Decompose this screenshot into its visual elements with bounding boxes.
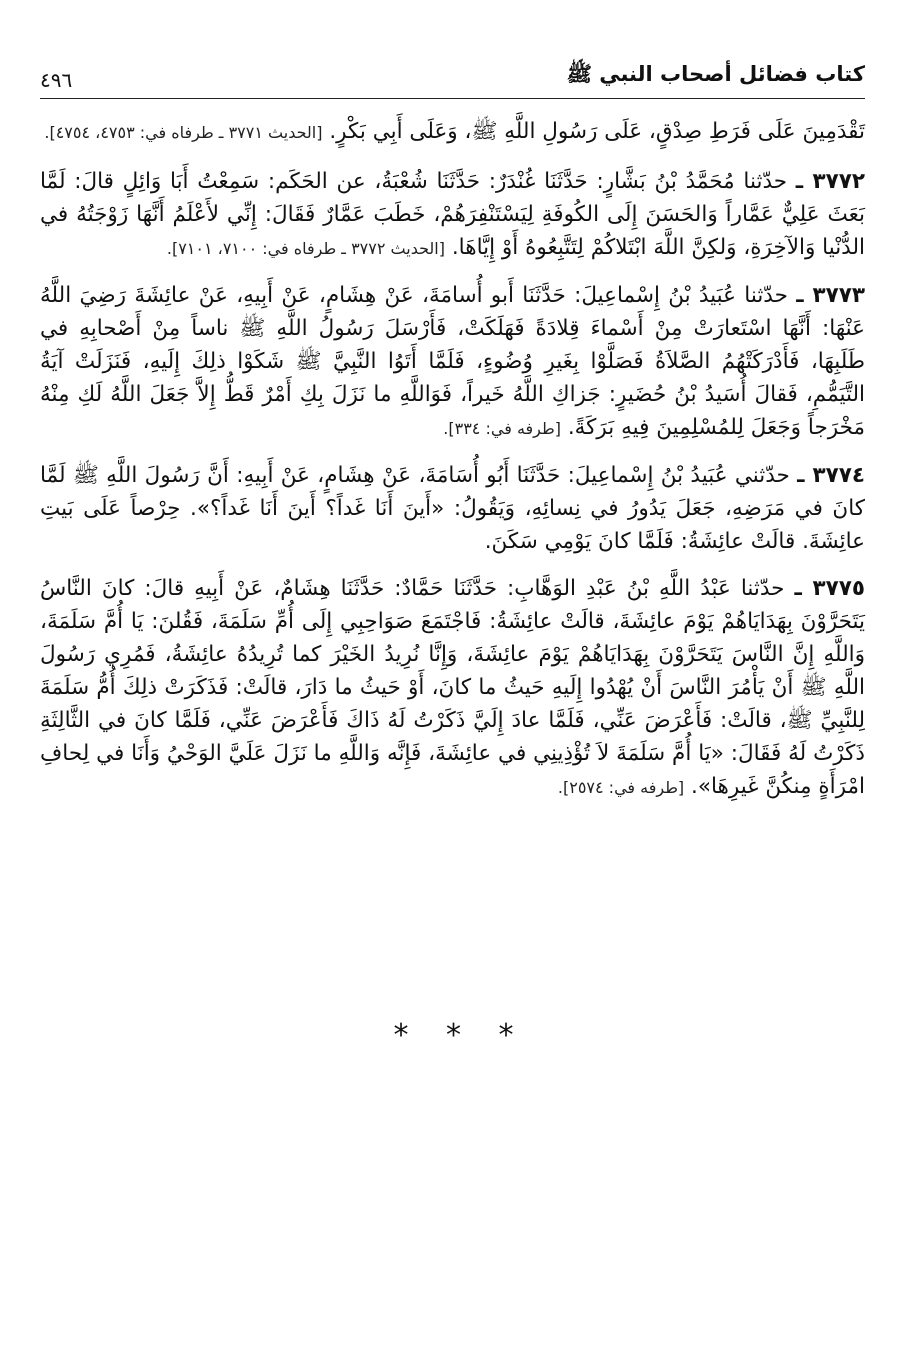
page-number: ٤٩٦ bbox=[40, 68, 73, 92]
paragraph-text: حدّثني عُبَيدُ بْنُ إِسْماعِيلَ: حَدَّثَنَا أَبُو أُسَامَةَ، عَنْ هِشَامٍ، عَنْ أَبِيهِ: أَنَّ رَسُولَ اللَّهِ ﷺ لَمَّا كانَ في مَرَضِهِ، جَعَلَ يَدُورُ في نِسائِهِ، وَيَقُولُ: «أَينَ أَنَا غَداً؟ أَينَ أَنَا غَداً؟». حِرْصاً عَلَى بَيتِ عائِشَةَ. قالَتْ عائِشَةُ: فَلَمَّا كانَ يَوْمِي سَكَنَ. bbox=[40, 463, 865, 554]
book-title: كتاب فضائل أصحاب النبي ﷺ bbox=[566, 62, 865, 86]
hadith-3773 bbox=[40, 279, 865, 445]
hadith-number: ٣٧٧٥ ـ bbox=[794, 576, 865, 601]
hadith-3775 bbox=[40, 572, 865, 804]
paragraph-continuation bbox=[40, 115, 865, 149]
hadith-reference: [الحديث ٣٧٧١ ـ طرفاه في: ٤٧٥٣، ٤٧٥٤]. bbox=[44, 123, 323, 142]
paragraph-text: حدّثنا مُحَمَّدُ بْنُ بَشَّارٍ: حَدَّثَنَا غُنْدَرٌ: حَدَّثَنَا شُعْبَةُ، عن الحَكَم: سَمِعْتُ أَبَا وَائِلٍ قالَ: لَمَّا بَعَثَ عَلِيٌّ عَمَّاراً وَالحَسَنَ إِلَى الكُوفَةِ لِيَسْتَنْفِرَهُمْ، خَطَبَ عَمَّارٌ فَقَالَ: إِنِّي لأَعْلَمُ أَنَّهَا زَوْجَتُهُ في الدُّنْيا وَالآخِرَةِ، وَلكِنَّ اللَّهَ ابْتَلاكُمْ لِتَتَّبِعُوهُ أَوْ إِيَّاهَا. bbox=[40, 169, 865, 260]
hadith-3774 bbox=[40, 459, 865, 558]
paragraph-text: حدّثنا عَبْدُ اللَّهِ بْنُ عَبْدِ الوَهَّابِ: حَدَّثَنَا حَمَّادٌ: حَدَّثَنَا هِشَامٌ، عَنْ أَبِيهِ قالَ: كانَ النَّاسُ يَتَحَرَّوْنَ بِهَدَايَاهُمْ يَوْمَ عائِشَةَ، قالَتْ عائِشَةُ: فَاجْتَمَعَ صَوَاحِبِي إِلَى أُمِّ سَلَمَةَ، فَقُلنَ: يَا أُمَّ سَلَمَةَ، وَاللَّهِ إِنَّ النَّاسَ يَتَحَرَّوْنَ بِهَدَايَاهُمْ يَوْمَ عائِشَةَ، وَإِنَّا نُرِيدُ الخَيْرَ كما تُرِيدُهُ عائِشَةُ، فَمُرِي رَسُولَ اللَّهِ ﷺ أَنْ يَأْمُرَ النَّاسَ أَنْ يُهْدُوا إِلَيهِ حَيثُ ما كانَ، أَوْ حَيثُ ما دَارَ، قالَتْ: فَذَكَرَتْ ذلِكَ أُمُّ سَلَمَةَ لِلنَّبِيِّ ﷺ، قالَتْ: فَأَعْرَضَ عَنِّي، فَلَمَّا عادَ إِلَيَّ ذَكَرْتُ لَهُ ذَاكَ فَأَعْرَضَ عَنِّي، فَلَمَّا كانَ في الثَّالِثَةِ ذَكَرْتُ لَهُ فَقَالَ: «يَا أُمَّ سَلَمَةَ لاَ تُؤْذِينِي في عائِشَةَ، فَإِنَّه وَاللَّهِ ما نَزَلَ عَلَيَّ الوَحْيُ وَأَنَا في لِحافِ امْرَأَةٍ مِنكُنَّ غَيرِهَا». bbox=[40, 576, 865, 799]
paragraph-text: حدّثنا عُبَيدُ بْنُ إِسْماعِيلَ: حَدَّثَنَا أَبو أُسامَةَ، عَنْ هِشَامٍ، عَنْ أَبِيهِ، عَنْ عائِشَةَ رَضِيَ اللَّهُ عَنْهَا: أَنَّهَا اسْتَعارَتْ مِنْ أَسْماءَ قِلادَةً فَهَلَكَتْ، فَأَرْسَلَ رَسُولُ اللَّهِ ﷺ ناساً مِنْ أَصْحابِهِ في طَلَبِهَا، فَأَدْرَكَتْهُمُ الصَّلاَةُ فَصَلَّوْا بِغَيرِ وُضُوءٍ، فَلَمَّا أَتَوُا النَّبِيَّ ﷺ شَكَوْا ذلِكَ إِلَيهِ، فَنَزَلَتْ آيَةُ التَّيَمُّمِ، فَقالَ أُسَيدُ بْنُ حُضَيرٍ: جَزاكِ اللَّهُ خَيراً، فَوَاللَّهِ ما نَزَلَ بِكِ أَمْرٌ قَطُّ إِلاَّ جَعَلَ اللَّهُ لَكِ مِنْهُ مَخْرَجاً وَجَعَلَ لِلمُسْلِمِينَ فِيهِ بَرَكَةً. bbox=[40, 283, 865, 440]
hadith-reference: [طرفه في: ٣٣٤]. bbox=[443, 419, 561, 438]
hadith-number: ٣٧٧٤ ـ bbox=[797, 463, 866, 488]
hadith-number: ٣٧٧٢ ـ bbox=[795, 169, 865, 194]
hadith-reference: [طرفه في: ٢٥٧٤]. bbox=[557, 778, 685, 797]
page-header bbox=[40, 58, 865, 99]
hadith-number: ٣٧٧٣ ـ bbox=[796, 283, 865, 308]
hadith-reference: [الحديث ٣٧٧٢ ـ طرفاه في: ٧١٠٠، ٧١٠١]. bbox=[166, 239, 445, 258]
page-body bbox=[40, 115, 865, 818]
hadith-3772 bbox=[40, 165, 865, 265]
section-separator: * * * bbox=[393, 1018, 528, 1053]
paragraph-text: تَقْدَمِينَ عَلَى فَرَطِ صِدْقٍ، عَلَى رَسُولِ اللَّهِ ﷺ، وَعَلَى أَبِي بَكْرٍ. bbox=[329, 119, 865, 144]
